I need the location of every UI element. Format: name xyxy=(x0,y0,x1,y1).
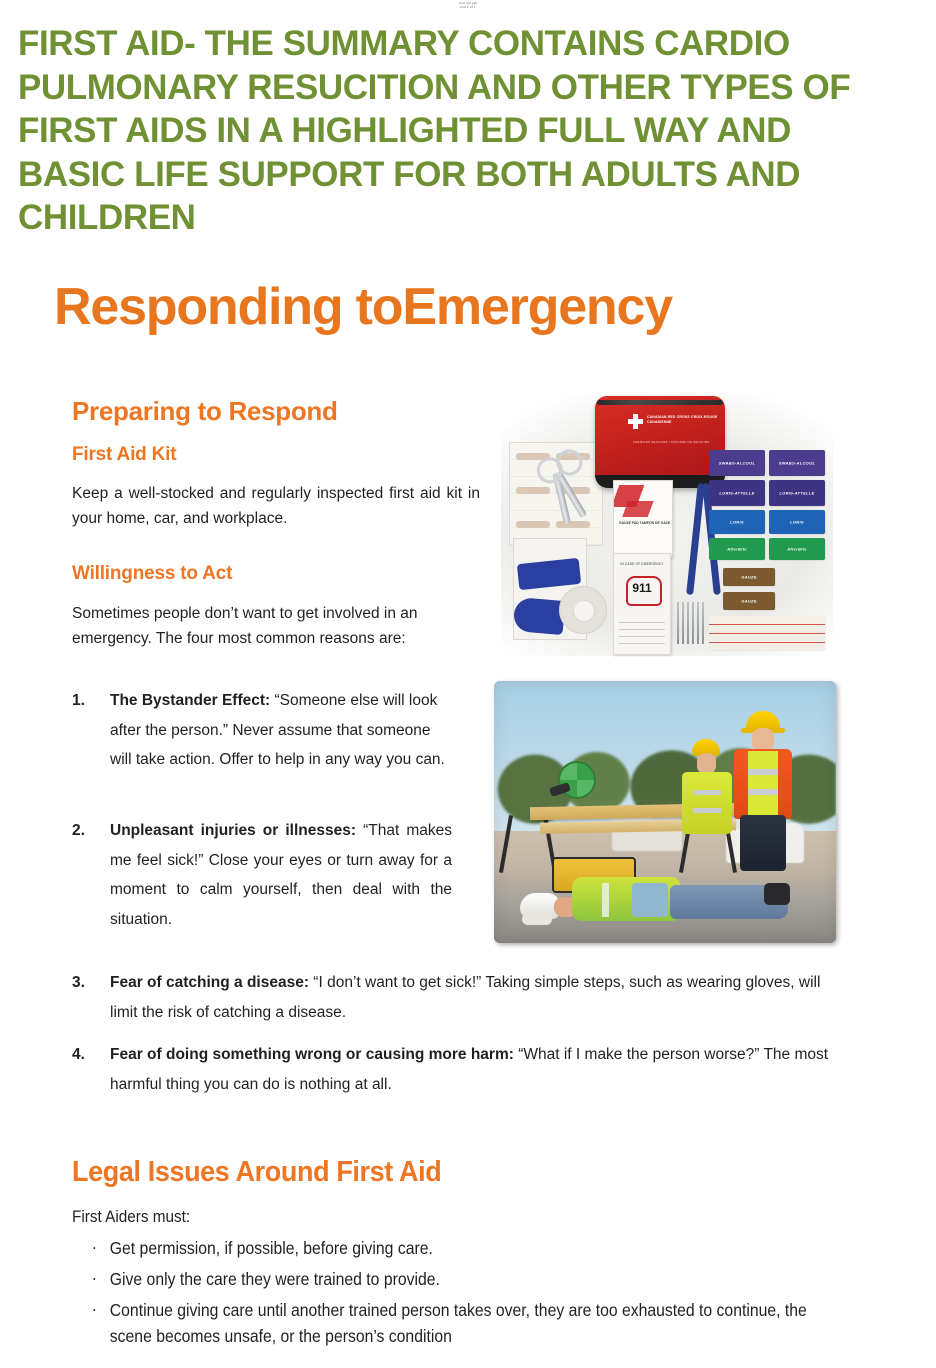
list-item-lead: The Bystander Effect: xyxy=(110,692,271,709)
list-item-text: “That makes me feel sick!” Close your eyes or turn away for a moment to calm yourself, then deal with the situation. xyxy=(110,822,452,928)
list-item-body xyxy=(110,816,452,934)
hi-vis-vest xyxy=(682,772,732,834)
list-item xyxy=(72,816,452,934)
document-micro-header xyxy=(0,1,936,9)
pack-label: GAUZE xyxy=(741,598,757,604)
list-item-text: Get permission, if possible, before giving care. xyxy=(109,1238,433,1258)
document-green-banner-title: FIRST AID- THE SUMMARY CONTAINS CARDIO PULMONARY RESUCITION AND OTHER TYPES OF FIRST AIDS IN A HIGHLIGHTED FULL WAY AND BASIC LIFE SUPPORT FOR BOTH ADULTS AND CHILDREN xyxy=(18,23,851,237)
legal-requirements-list xyxy=(90,1236,927,1355)
emergency-911-card xyxy=(613,553,671,655)
paragraph-first-aid-kit: Keep a well-stocked and regularly inspected first aid kit in your home, car, and workplace. xyxy=(72,485,480,527)
list-item-lead: Unpleasant injuries or illnesses: xyxy=(110,822,357,839)
safety-pins xyxy=(675,596,709,646)
injured-worker-on-ground xyxy=(520,867,790,925)
pack-label: LORIS xyxy=(730,519,744,525)
list-item-text: Continue giving care until another trained person takes over, they are too exhausted to continue, the scene becomes unsafe, or the person’s condition xyxy=(109,1300,807,1346)
pack-label: LORIS xyxy=(790,519,804,525)
list-item-body xyxy=(110,968,834,1027)
list-item-number: 2. xyxy=(72,822,85,839)
construction-site-image xyxy=(494,681,836,943)
list-item xyxy=(90,1236,927,1262)
subheading-first-aid-kit: First Aid Kit xyxy=(72,444,177,465)
page-title: Responding toEmergency xyxy=(54,278,672,336)
pouch-brand-text: CANADIAN RED CROSS CROIX-ROUGE CANADIENNE xyxy=(647,415,718,424)
pack-label: SWABS-ALCOOL xyxy=(718,460,756,466)
worker-orange-vest xyxy=(732,711,794,871)
list-item-text: “Someone else will look after the person.” Never assume that someone will take action. Offer to help in any way you can. xyxy=(110,692,445,768)
pack-label: SWABS-ALCOOL xyxy=(778,460,816,466)
worker-yellow-vest xyxy=(680,739,734,849)
bullet-icon: · xyxy=(91,1237,98,1257)
pack-label: AfterBite xyxy=(727,546,747,552)
list-item-lead: Fear of doing something wrong or causing more harm: xyxy=(110,1046,514,1063)
miter-saw xyxy=(550,761,594,809)
list-item xyxy=(72,686,452,775)
first-aid-kit-image xyxy=(497,388,837,660)
subheading-willingness-to-act: Willingness to Act xyxy=(72,563,233,584)
list-item xyxy=(72,968,834,1027)
pack-label: AfterBite xyxy=(787,546,807,552)
gauze-pad-package xyxy=(613,480,673,558)
bullet-icon: · xyxy=(91,1299,98,1319)
list-item-text: “What if I make the person worse?” The most harmful thing you can do is nothing at all. xyxy=(110,1046,829,1093)
emergency-number-text: 911 xyxy=(632,581,652,595)
list-item xyxy=(72,1040,834,1099)
bullet-icon: · xyxy=(91,1268,98,1288)
bandage-packs-grid xyxy=(709,450,829,650)
list-item-text: “I don’t want to get sick!” Taking simple steps, such as wearing gloves, will limit the risk of catching a disease. xyxy=(110,974,821,1021)
list-item xyxy=(90,1267,927,1293)
list-item-body xyxy=(110,686,452,775)
legal-intro-text: First Aiders must: xyxy=(72,1207,191,1226)
pack-label: GAUZE xyxy=(741,574,757,580)
list-item xyxy=(90,1298,848,1349)
list-item-number: 4. xyxy=(72,1046,85,1063)
work-boot xyxy=(764,883,790,905)
section-heading-legal-issues: Legal Issues Around First Aid xyxy=(72,1156,442,1188)
list-item-text: Give only the care they were trained to provide. xyxy=(109,1269,440,1289)
list-item-body xyxy=(110,1040,834,1099)
paragraph-willingness-to-act: Sometimes people don’t want to get involved in an emergency. The four most common reasons are: xyxy=(72,605,418,647)
gauze-label-text: GAUZE PAD TAMPON DE GAZE xyxy=(619,521,671,525)
zipper xyxy=(597,400,723,405)
pack-label: LORIS-ATTELLE xyxy=(719,490,755,496)
emergency-card-caption: IN CASE OF EMERGENCY xyxy=(620,562,664,566)
work-glove xyxy=(522,913,552,925)
list-item-lead: Fear of catching a disease: xyxy=(110,974,309,991)
medical-tape-roll xyxy=(559,586,607,634)
section-heading-preparing-to-respond: Preparing to Respond xyxy=(72,396,338,426)
pouch-subtitle-text: PREMIERS SECOURS / TROUSSE DE SECOURS xyxy=(633,440,710,444)
list-item-number: 3. xyxy=(72,974,85,991)
list-item-number: 1. xyxy=(72,692,85,709)
hi-vis-vest xyxy=(734,749,792,819)
micro-header-line-2: Full 1 of 1 xyxy=(460,5,476,9)
red-first-aid-pouch xyxy=(595,396,725,488)
pack-label: LORIS-ATTELLE xyxy=(779,490,815,496)
micro-header-line-1: first aid.pdf xyxy=(459,1,477,5)
